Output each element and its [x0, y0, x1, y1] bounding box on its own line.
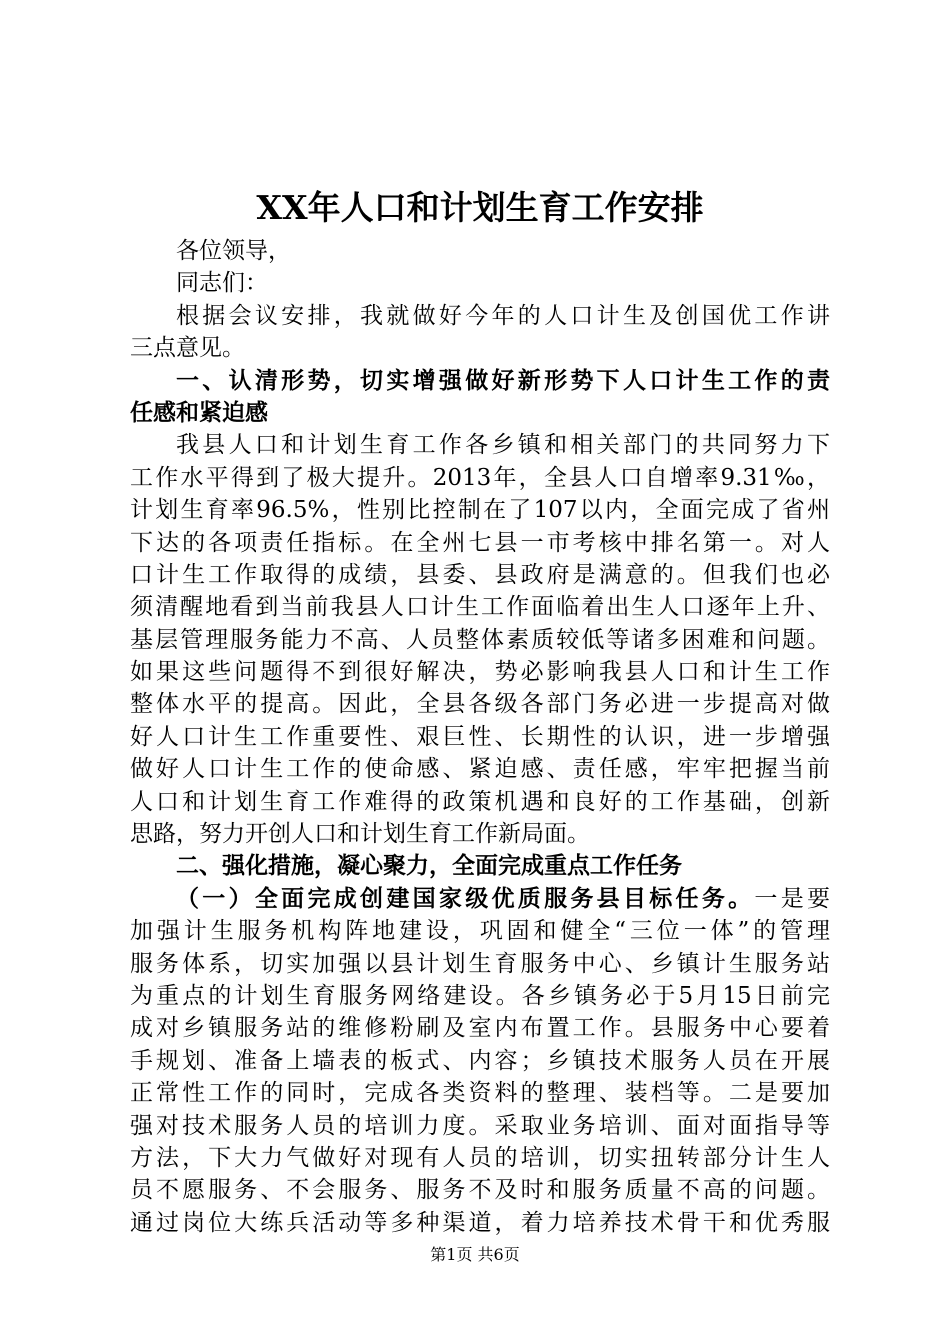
- text-line: 计划生育率96.5%，性别比控制在了107以内，全面完成了省州: [130, 497, 830, 524]
- text-run: 一是要: [754, 885, 830, 912]
- document-body: [130, 235, 830, 1239]
- text-line: [130, 883, 830, 915]
- text-line: 下达的各项责任指标。在全州七县一市考核中排名第一。对人: [130, 529, 830, 556]
- text-line: 二、强化措施，凝心聚力，全面完成重点工作任务: [176, 853, 682, 880]
- text-line: 根据会议安排，我就做好今年的人口计生及创国优工作讲: [176, 302, 830, 329]
- text-line: 做好人口计生工作的使命感、紧迫感、责任感，牢牢把握当前: [130, 756, 830, 783]
- text-line: 强对技术服务人员的培训力度。采取业务培训、面对面指导等: [130, 1112, 830, 1139]
- text-line: 通过岗位大练兵活动等多种渠道，着力培养技术骨干和优秀服: [130, 1209, 830, 1236]
- text-line: 方法，下大力气做好对现有人员的培训，切实扭转部分计生人: [130, 1144, 830, 1171]
- text-line: 须清醒地看到当前我县人口计生工作面临着出生人口逐年上升、: [130, 594, 830, 621]
- text-line: 整体水平的提高。因此，全县各级各部门务必进一步提高对做: [130, 691, 830, 718]
- text-line: 服务体系，切实加强以县计划生育服务中心、乡镇计生服务站: [130, 950, 830, 977]
- text-line: 口计生工作取得的成绩，县委、县政府是满意的。但我们也必: [130, 561, 830, 588]
- text-line: 三点意见。: [130, 335, 245, 362]
- text-line: 工作水平得到了极大提升。2013年，全县人口自增率9.31‰，: [130, 464, 830, 491]
- text-line: 基层管理服务能力不高、人员整体素质较低等诸多困难和问题。: [130, 626, 830, 653]
- text-line: 一、认清形势，切实增强做好新形势下人口计生工作的责: [176, 367, 830, 394]
- text-line: 任感和紧迫感: [130, 399, 268, 426]
- text-line: 如果这些问题得不到很好解决，势必影响我县人口和计生工作: [130, 659, 830, 686]
- text-line: 加强计生服务机构阵地建设，巩固和健全“三位一体”的管理: [130, 918, 830, 945]
- section-heading: （一）全面完成创建国家级优质服务县目标任务。: [176, 885, 755, 912]
- text-line: 各位领导，: [176, 238, 291, 264]
- text-line: 好人口计生工作重要性、艰巨性、长期性的认识，进一步增强: [130, 723, 830, 750]
- text-line: 我县人口和计划生育工作各乡镇和相关部门的共同努力下: [176, 432, 830, 459]
- text-line: 同志们：: [176, 270, 268, 297]
- text-line: 成对乡镇服务站的维修粉刷及室内布置工作。县服务中心要着: [130, 1015, 830, 1042]
- document-title: XX年人口和计划生育工作安排: [256, 188, 704, 227]
- text-line: 手规划、准备上墙表的板式、内容；乡镇技术服务人员在开展: [130, 1047, 830, 1074]
- text-line: 为重点的计划生育服务网络建设。各乡镇务必于5月15日前完: [130, 982, 830, 1009]
- text-line: 人口和计划生育工作难得的政策机遇和良好的工作基础，创新: [130, 788, 830, 815]
- text-line: 思路，努力开创人口和计划生育工作新局面。: [130, 821, 590, 848]
- page-footer: 第1页 共6页: [430, 1245, 520, 1264]
- text-line: 员不愿服务、不会服务、服务不及时和服务质量不高的问题。: [130, 1177, 830, 1204]
- text-line: 正常性工作的同时，完成各类资料的整理、装档等。二是要加: [130, 1080, 830, 1107]
